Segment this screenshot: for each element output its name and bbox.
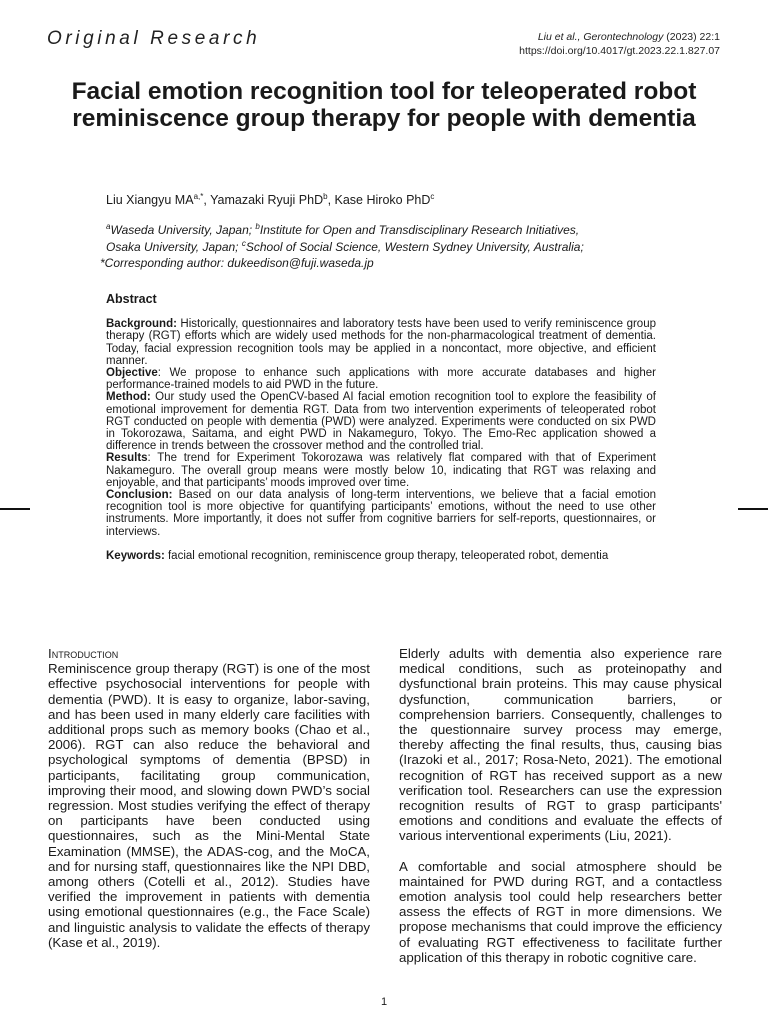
method-label: Method: bbox=[106, 391, 151, 404]
keywords bbox=[106, 550, 656, 562]
margin-mark-right bbox=[738, 508, 768, 510]
section-label: Original Research bbox=[47, 28, 261, 49]
keywords-text: facial emotional recognition, reminiscence group therapy, teleoperated robot, dementia bbox=[164, 549, 609, 562]
results-label: Results bbox=[106, 452, 148, 465]
page-number: 1 bbox=[380, 996, 388, 1008]
introduction-heading: Introduction bbox=[48, 646, 119, 661]
conclusion-text: Based on our data analysis of long-term interventions, we believe that a facial emotion recognition tool is more objective for quantifying participants’ emotions, without the need to use other instruments. More importantly, it does not suffer from cognitive barriers for self-reports, questionnaires, or interviews. bbox=[106, 489, 656, 538]
affiliation-line bbox=[100, 239, 680, 256]
conclusion-label: Conclusion: bbox=[106, 489, 173, 502]
results-text: : The trend for Experiment Tokorozawa was relatively flat compared with that of Experiment Nakameguro. The overall group means were mostly below 10, indicating that RGT was relaxing and enjoyable, and that participants’ moods improved over time. bbox=[106, 452, 656, 489]
affiliation-b-cont: Osaka University, Japan; bbox=[106, 239, 242, 254]
abstract-method bbox=[106, 391, 656, 452]
abstract-results bbox=[106, 452, 656, 489]
author-name: Liu Xiangyu MA bbox=[106, 193, 194, 207]
abstract-objective bbox=[106, 367, 656, 391]
affiliation-c: School of Social Science, Western Sydney University, Australia; bbox=[245, 239, 584, 254]
affiliation-line bbox=[100, 222, 680, 239]
margin-mark-left bbox=[0, 508, 30, 510]
doi-link[interactable]: https://doi.org/10.4017/gt.2023.22.1.827.07 bbox=[519, 45, 720, 57]
affiliations bbox=[100, 222, 680, 272]
method-text: Our study used the OpenCV-based AI facial emotion recognition tool to explore the feasibility of emotional improvement for dementia RGT. Data from two intervention experiments of teleoperated robot RGT conducted on people with dementia (PWD) were analyzed. Experiments were conducted on six PWD in Tokorozawa, Saitama, and eight PWD in Nakameguro, Tokyo. The Emo-Rec application showed a difference in trends between the crossover method and the controlled trial. bbox=[106, 391, 656, 453]
author-separator: , bbox=[203, 193, 211, 207]
body-paragraph: Elderly adults with dementia also experience rare medical conditions, such as proteinopathy and dysfunctional brain proteins. This may cause physical dysfunction, communication barriers, or comprehension barriers. Consequently, challenges to the questionnaire survey process may emerge, thereby affecting the final results, thus, causing bias (Irazoki et al., 2017; Rosa-Neto, 2021). The emotional recognition of RGT has received support as a new verification tool. Researchers can use the expression recognition results of RGT to grasp participants' emotions and conditions and evaluate the effects of various interventional experiments (Liu, 2021). bbox=[399, 646, 722, 844]
objective-text: : We propose to enhance such applications with more accurate databases and higher performance-trained models to aid PWD in the future. bbox=[106, 367, 656, 392]
background-label: Background: bbox=[106, 318, 177, 331]
abstract-background bbox=[106, 318, 656, 367]
paper-title: Facial emotion recognition tool for teleoperated robot reminiscence group therapy for people with dementia bbox=[71, 78, 697, 132]
affil-sup: b bbox=[255, 222, 260, 231]
affil-sup: c bbox=[241, 238, 246, 248]
author-list bbox=[106, 193, 434, 207]
affiliation-a: Waseda University, Japan; bbox=[110, 223, 256, 237]
abstract-heading: Abstract bbox=[106, 292, 157, 306]
citation-volume: (2023) 22:1 bbox=[666, 31, 720, 43]
author-name: Kase Hiroko PhD bbox=[334, 193, 431, 207]
author-name: Yamazaki Ryuji PhD bbox=[210, 193, 324, 207]
affiliation-b: Institute for Open and Transdisciplinary Research Initiatives, bbox=[259, 223, 580, 237]
abstract-conclusion bbox=[106, 489, 656, 538]
body-column-right bbox=[399, 646, 722, 965]
citation-journal: Gerontechnology bbox=[583, 31, 664, 43]
author-sup: a,* bbox=[193, 191, 204, 201]
citation-block bbox=[519, 30, 720, 58]
keywords-label: Keywords: bbox=[106, 549, 165, 562]
corresponding-author: *Corresponding author: dukeedison@fuji.waseda.jp bbox=[100, 256, 374, 270]
objective-label: Objective bbox=[106, 367, 158, 380]
author-sup: b bbox=[323, 191, 328, 201]
body-paragraph: Reminiscence group therapy (RGT) is one of the most effective psychosocial interventions for people with dementia (PWD). It is easy to organize, labor-saving, and has been used in many elderly care facilities with additional props such as memory books (Chao et al., 2006). RGT can also reduce the behavioral and psychological symptoms of dementia (BPSD) in participants, facilitating group communication, improving their mood, and slowing down PWD’s social regression. Most studies verifying the effect of therapy on participants have been conducted using questionnaires, such as the Mini-Mental State Examination (MMSE), the ADAS-cog, and the MoCA, and for nursing staff, questionnaires like the NPI DBD, among others (Cotelli et al., 2012). Studies have verified the improvement in patients with dementia using emotional questionnaires (e.g., the Face Scale) and linguistic analysis to validate the effects of therapy (Kase et al., 2019). bbox=[48, 661, 370, 950]
author-separator: , bbox=[327, 193, 335, 207]
citation-authors: Liu et al., bbox=[537, 31, 581, 43]
body-column-left bbox=[48, 646, 370, 950]
affil-sup: a bbox=[106, 222, 111, 231]
author-sup: c bbox=[430, 191, 435, 201]
body-paragraph: A comfortable and social atmosphere should be maintained for PWD during RGT, and a contactless emotion analysis tool could help researchers better assess the effects of RGT in more dimensions. We propose mechanisms that could improve the efficiency of evaluating RGT effectiveness to facilitate further application of this therapy in robotic cognitive care. bbox=[399, 858, 722, 965]
citation-line bbox=[519, 30, 720, 44]
background-text: Historically, questionnaires and laboratory tests have been used to verify reminiscence group therapy (RGT) efforts which are widely used methods for the non-pharmacological treatment of dementia. Today, facial expression recognition tools may be applied in a noncontact, more objective, and efficient manner. bbox=[106, 318, 656, 367]
abstract bbox=[106, 293, 656, 562]
